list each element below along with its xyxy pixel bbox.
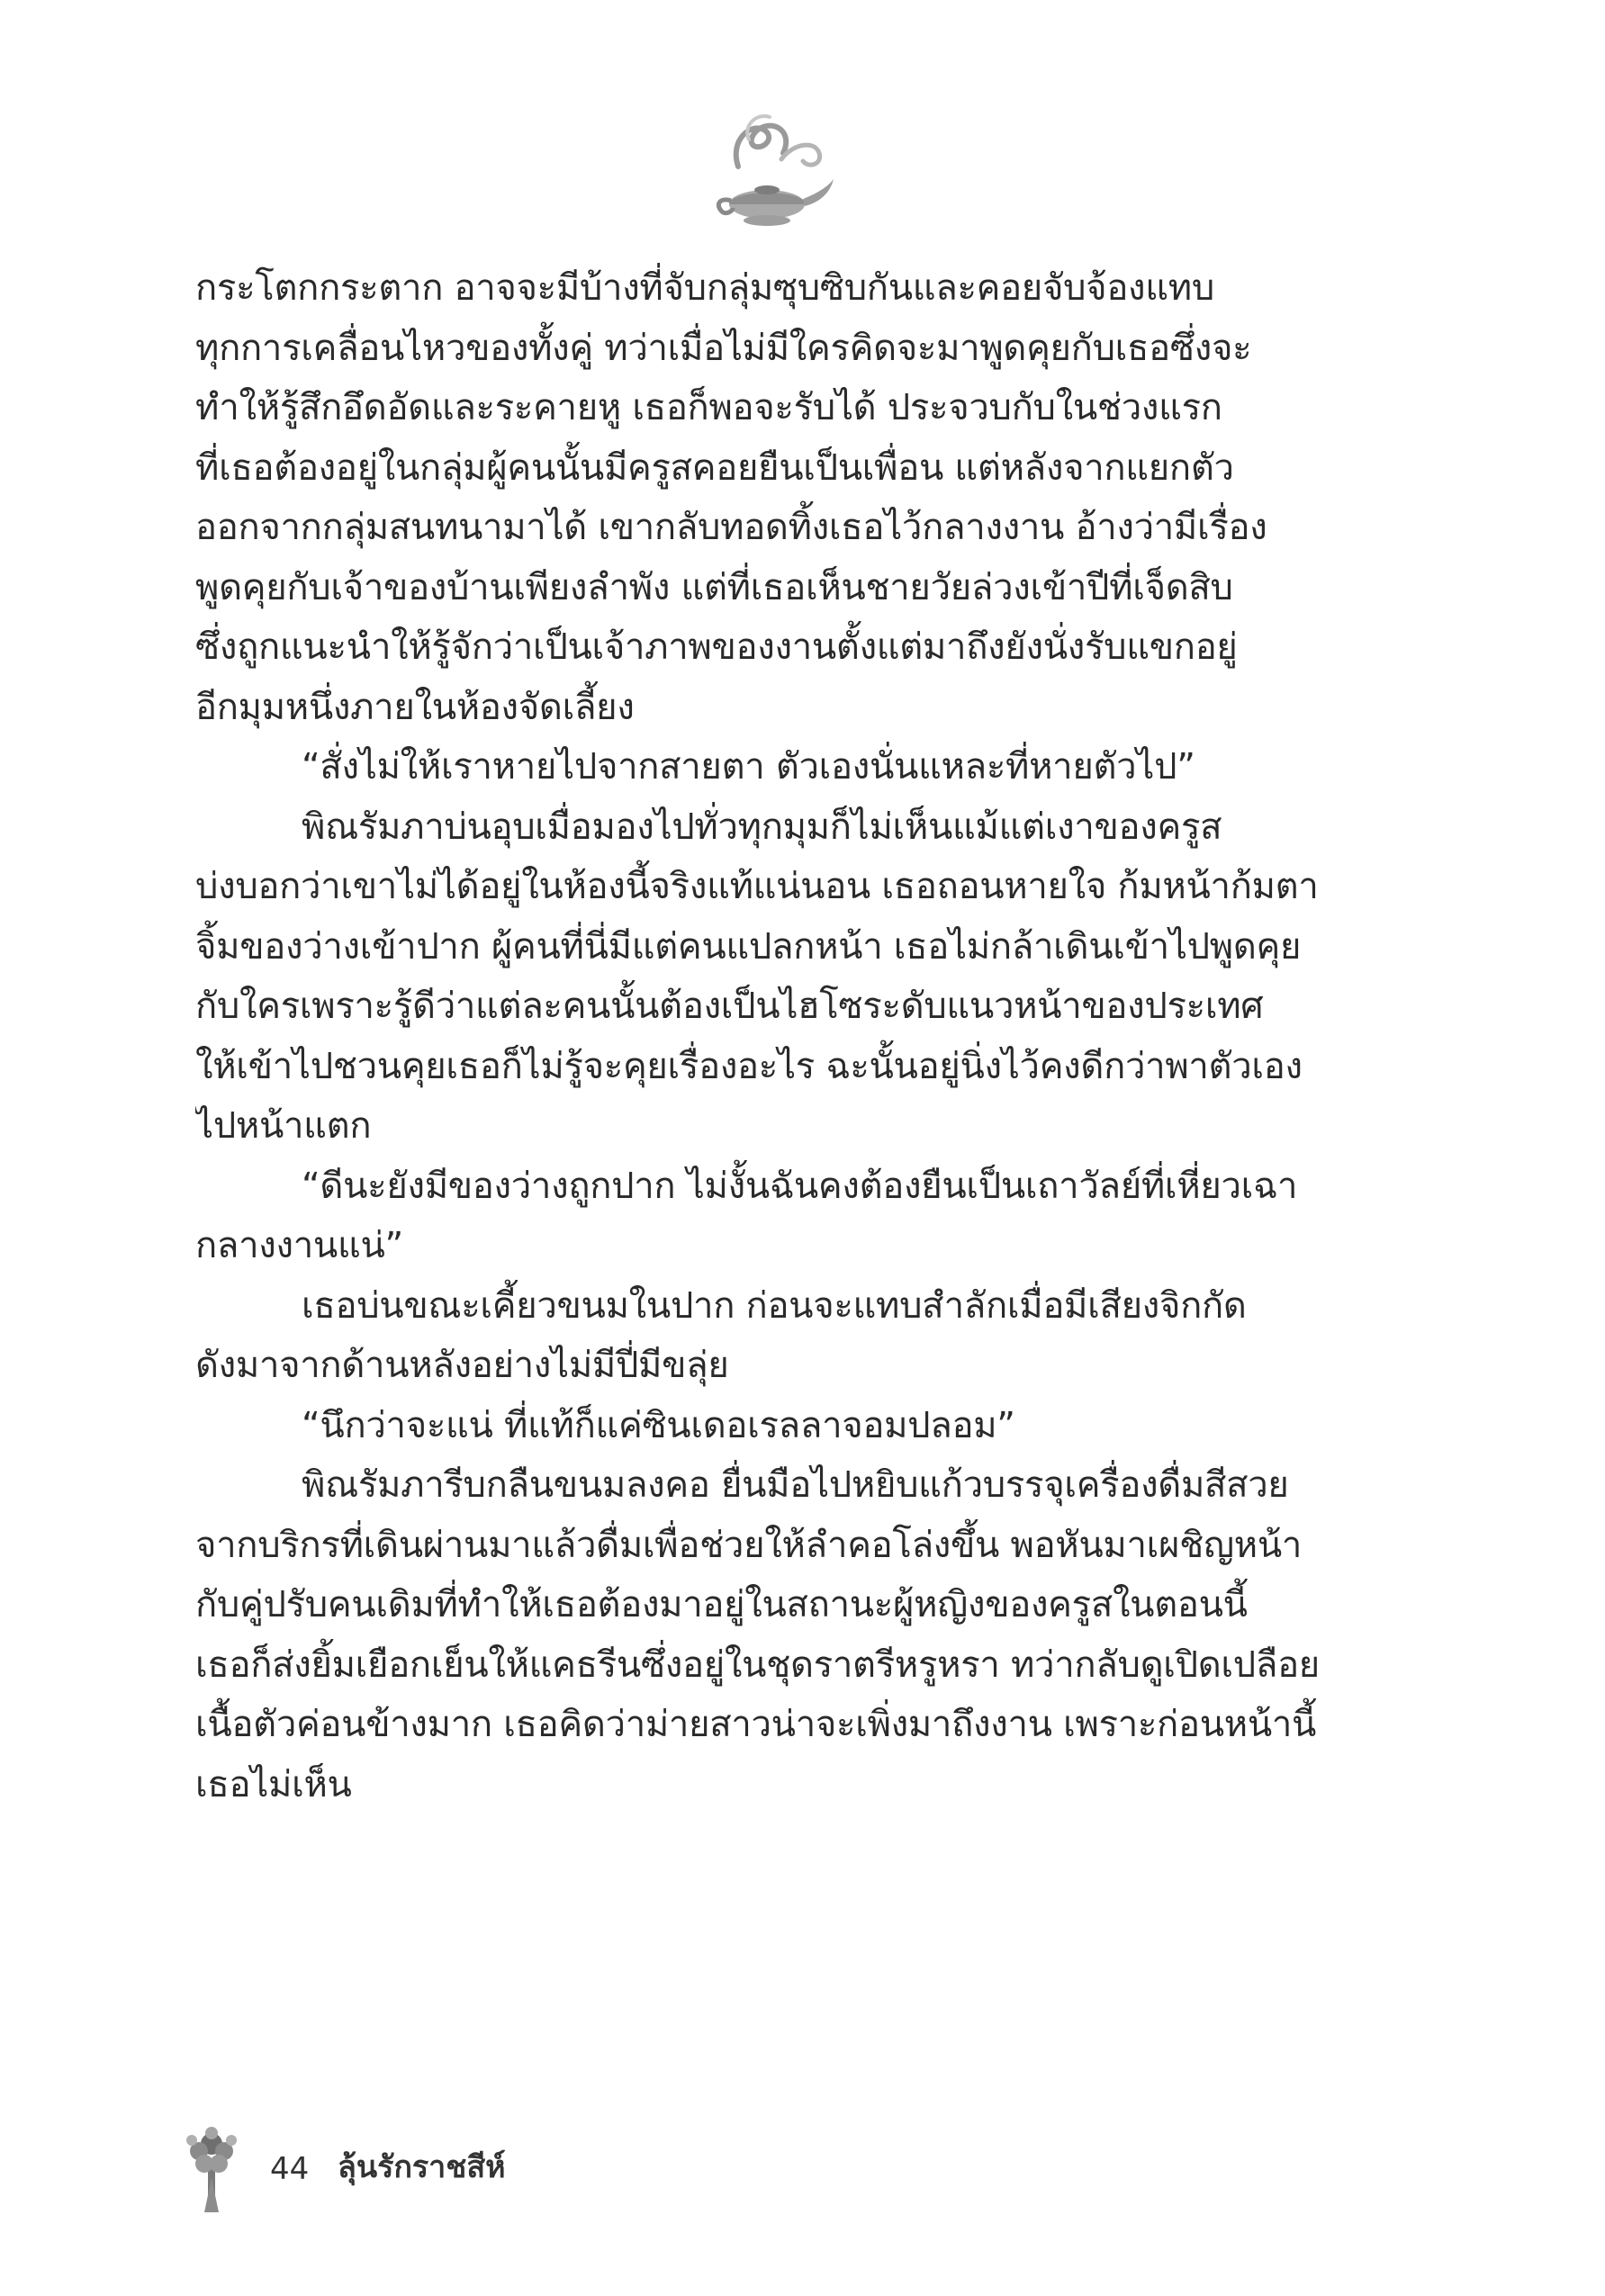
text-line: ให้เข้าไปชวนคุยเธอก็ไม่รู้จะคุยเรื่องอะไร ฉะนั้นอยู่นิ่งไว้คงดีกว่าพาตัวเอง [195,1045,1303,1087]
text-line: ทุกการเคลื่อนไหวของทั้งคู่ ทว่าเมื่อไม่มีใครคิดจะมาพูดคุยกับเธอซึ่งจะ [195,327,1252,369]
text-line: ทำให้รู้สึกอึดอัดและระคายหู เธอก็พอจะรับได้ ประจวบกับในช่วงแรก [195,387,1222,428]
text-line: “ดีนะยังมีของว่างถูกปาก ไม่งั้นฉันคงต้องยืนเป็นเถาวัลย์ที่เหี่ยวเฉา [302,1165,1298,1207]
text-line: ดังมาจากด้านหลังอย่างไม่มีปี่มีขลุ่ย [195,1345,729,1386]
text-line: เธอไม่เห็น [195,1763,352,1805]
text-line: อีกมุมหนึ่งภายในห้องจัดเลี้ยง [195,686,635,728]
text-line: ไปหน้าแตก [195,1105,372,1147]
text-line: จากบริกรที่เดินผ่านมาแล้วดื่มเพื่อช่วยให้ลำคอโล่งขึ้น พอหันมาเผชิญหน้า [195,1524,1303,1566]
text-line: เนื้อตัวค่อนข้างมาก เธอคิดว่าม่ายสาวน่าจะเพิ่งมาถึงงาน เพราะก่อนหน้านี้ [195,1704,1317,1745]
footer [185,2124,725,2214]
genie-lamp-icon [702,104,837,239]
text-line: กับใครเพราะรู้ดีว่าแต่ละคนนั้นต้องเป็นไฮโซระดับแนวหน้าของประเทศ [195,986,1264,1027]
text-line: จิ้มของว่างเข้าปาก ผู้คนที่นี่มีแต่คนแปลกหน้า เธอไม่กล้าเดินเข้าไปพูดคุย [195,925,1302,968]
text-line: บ่งบอกว่าเขาไม่ได้อยู่ในห้องนี้จริงแท้แน่นอน เธอถอนหายใจ ก้มหน้าก้มตา [195,866,1319,907]
text-line: พิณรัมภารีบกลืนขนมลงคอ ยื่นมือไปหยิบแก้วบรรจุเครื่องดื่มสีสวย [302,1464,1289,1506]
text-line: พูดคุยกับเจ้าของบ้านเพียงลำพัง แต่ที่เธอเห็นชายวัยล่วงเข้าปีที่เจ็ดสิบ [195,566,1233,608]
flower-bouquet-icon [185,2124,239,2214]
text-line: ที่เธอต้องอยู่ในกลุ่มผู้คนนั้นมีครูสคอยยืนเป็นเพื่อน แต่หลังจากแยกตัว [195,446,1234,489]
page-number: 44 [270,2151,310,2187]
text-line: กับคู่ปรับคนเดิมที่ทำให้เธอต้องมาอยู่ในสถานะผู้หญิงของครูสในตอนนี้ [195,1584,1248,1625]
text-line: กลางงานแน่” [195,1225,403,1266]
text-line: กระโตกกระตาก อาจจะมีบ้างที่จับกลุ่มซุบซิบกันและคอยจับจ้องแทบ [195,267,1214,309]
text-line: ซึ่งถูกแนะนำให้รู้จักว่าเป็นเจ้าภาพของงานตั้งแต่มาถึงยังนั่งรับแขกอยู่ [195,626,1238,668]
text-line: ออกจากกลุ่มสนทนามาได้ เขากลับทอดทิ้งเธอไว้กลางงาน อ้างว่ามีเรื่อง [195,507,1267,548]
text-line: เธอก็ส่งยิ้มเยือกเย็นให้แคธรีนซึ่งอยู่ในชุดราตรีหรูหรา ทว่ากลับดูเปิดเปลือย [195,1643,1320,1686]
text-line: พิณรัมภาบ่นอุบเมื่อมองไปทั่วทุกมุมก็ไม่เห็นแม้แต่เงาของครูส [302,806,1222,848]
text-line: “นึกว่าจะแน่ ที่แท้ก็แค่ซินเดอเรลลาจอมปลอม” [302,1404,1015,1446]
book-title: ลุ้นรักราชสีห์ [338,2149,506,2185]
text-line: “สั่งไม่ให้เราหายไปจากสายตา ตัวเองนั่นแหละที่หายตัวไป” [302,746,1195,788]
body-text [195,258,1373,1814]
text-line: เธอบ่นขณะเคี้ยวขนมในปาก ก่อนจะแทบสำลักเมื่อมีเสียงจิกกัด [302,1284,1247,1327]
